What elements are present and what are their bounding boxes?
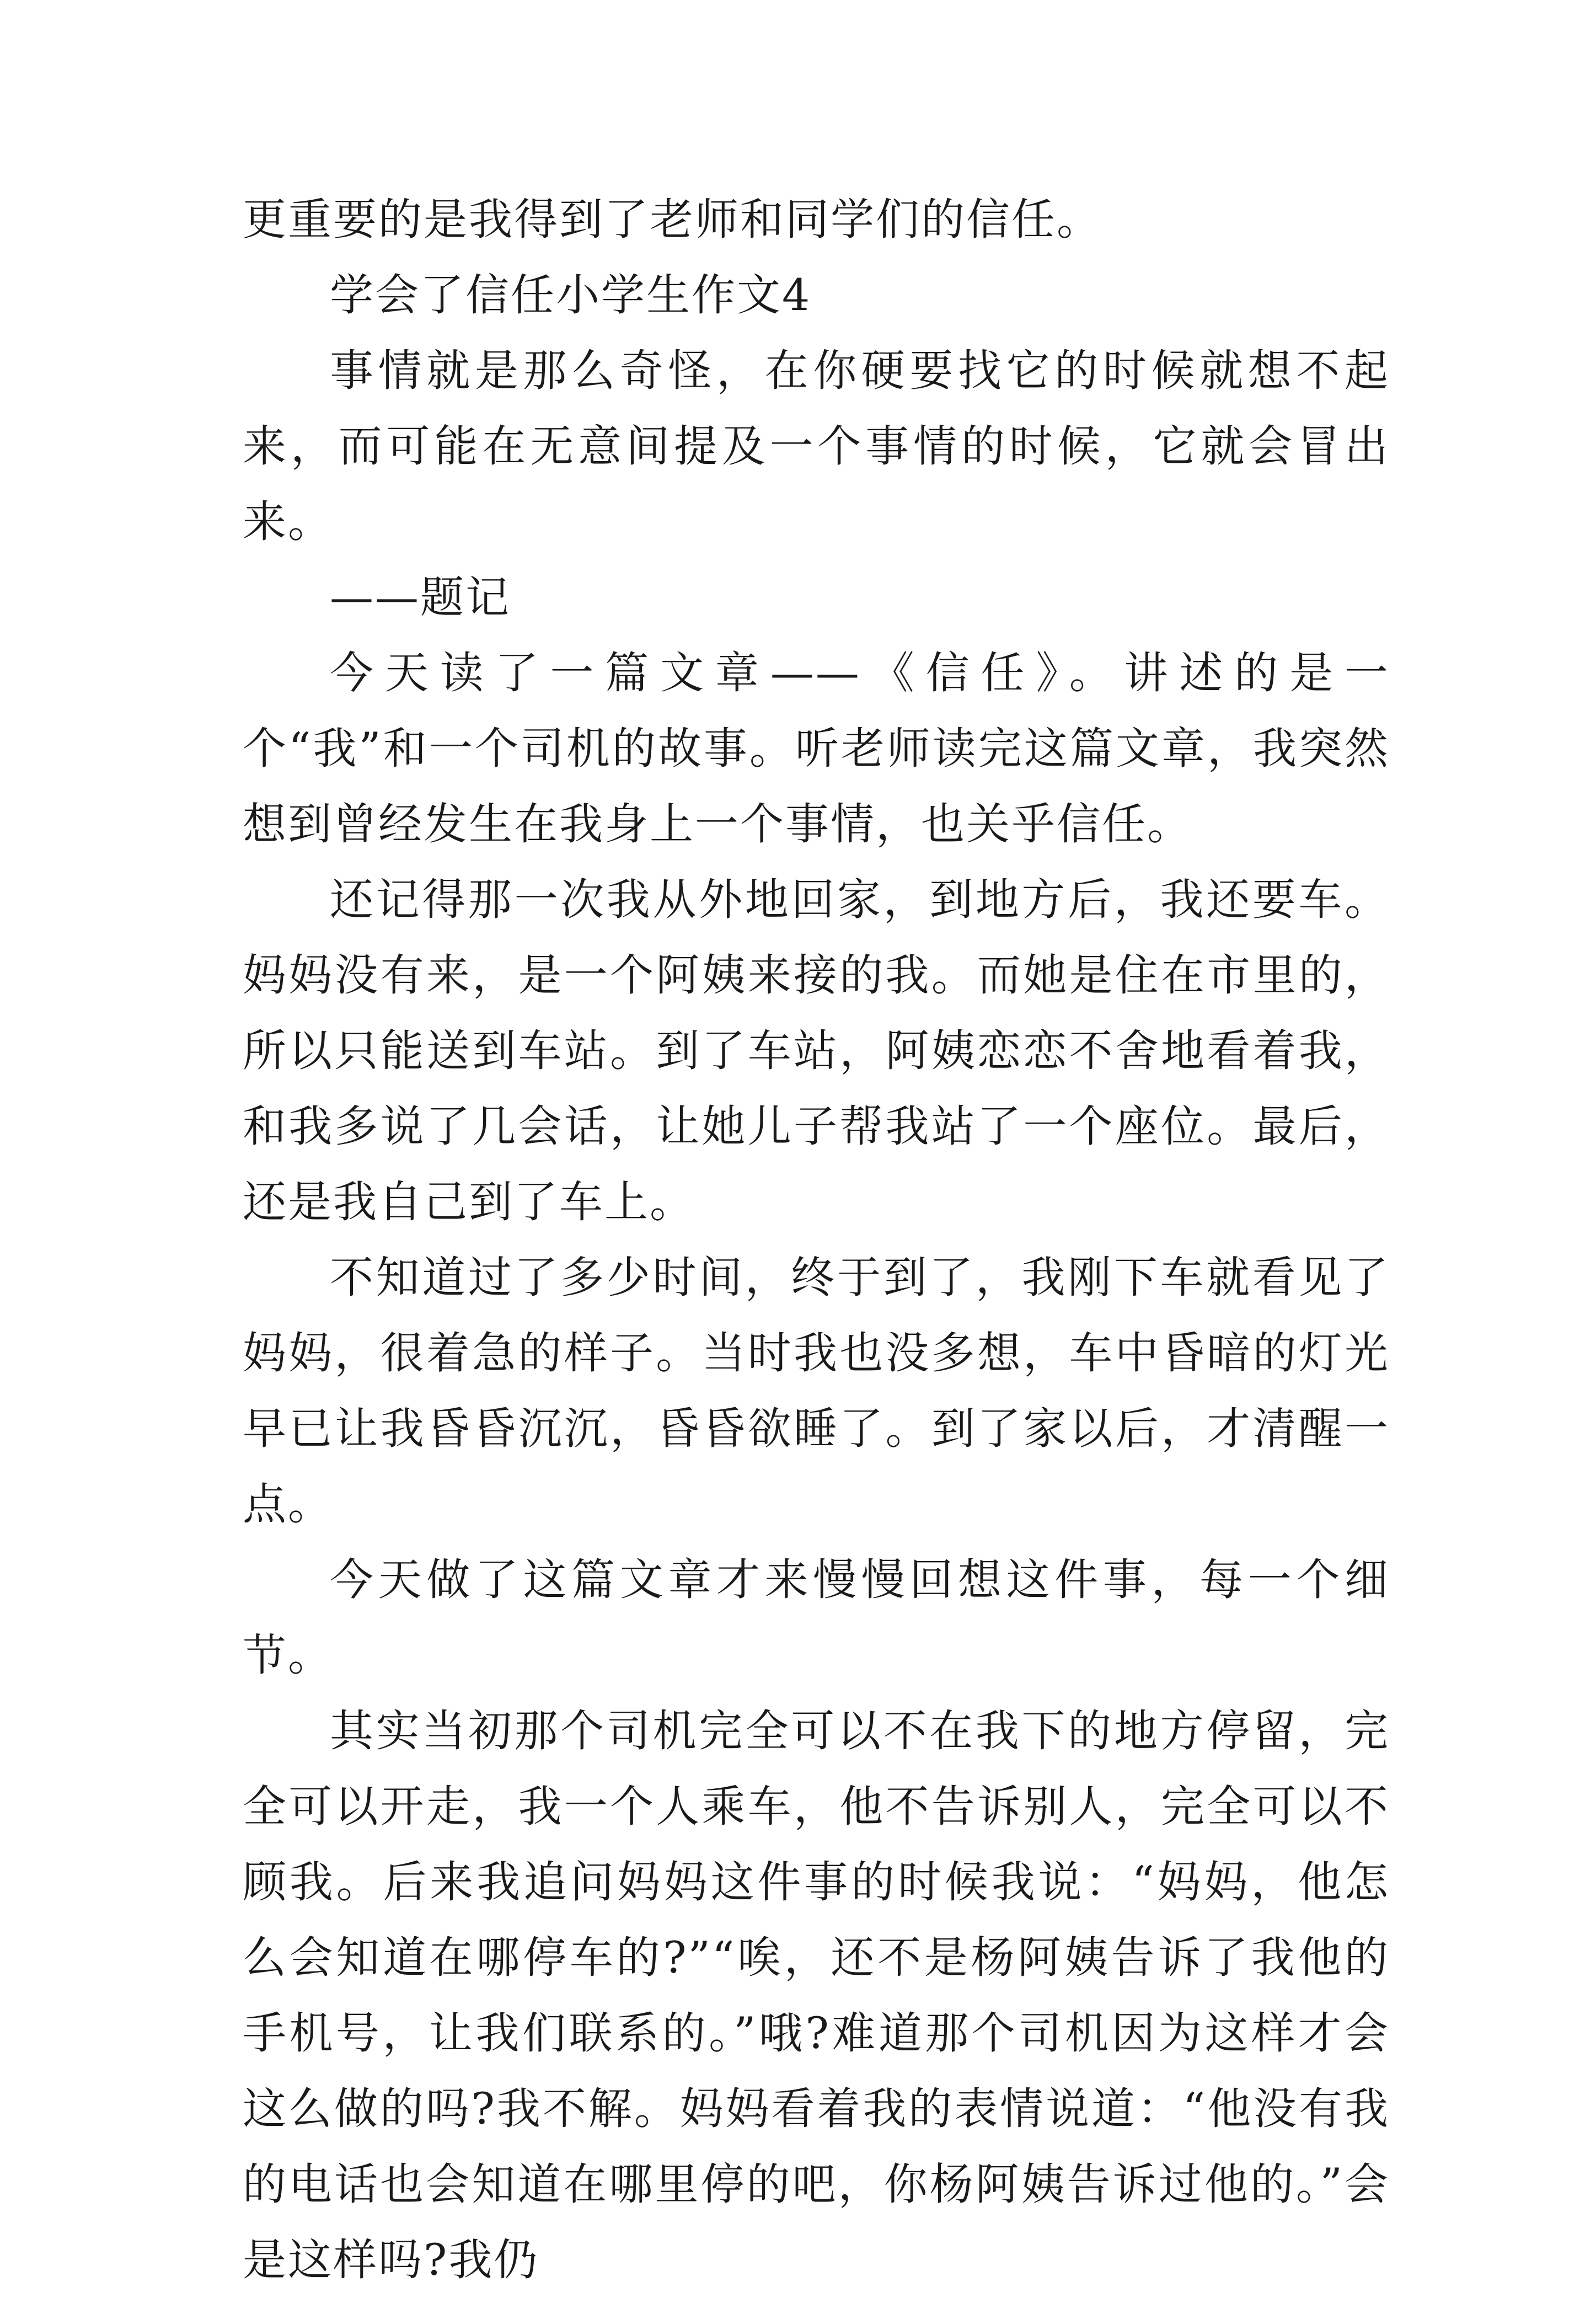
paragraph: 还记得那一次我从外地回家，到地方后，我还要车。妈妈没有来，是一个阿姨来接的我。而她是住在市里的，所以只能送到车站。到了车站，阿姨恋恋不舍地看着我，和我多说了几会话，让她儿子帮我站了一个座位。最后，还是我自己到了车上。 bbox=[243, 874, 1390, 1227]
paragraph-continuation: 更重要的是我得到了老师和同学们的信任。 bbox=[243, 194, 1102, 245]
paragraph: 今天做了这篇文章才来慢慢回想这件事，每一个细节。 bbox=[243, 1554, 1390, 1681]
epigraph: 事情就是那么奇怪，在你硬要找它的时候就想不起来，而可能在无意间提及一个事情的时候，它就会冒出来。 bbox=[243, 345, 1390, 547]
paragraph: 其实当初那个司机完全可以不在我下的地方停留，完全可以开走，我一个人乘车，他不告诉别人，完全可以不顾我。后来我追问妈妈这件事的时候我说：“妈妈，他怎么会知道在哪停车的?”“唉，还不是杨阿姨告诉了我他的手机号，让我们联系的。”哦?难道那个司机因为这样才会这么做的吗?我不解。妈妈看着我的表情说道：“他没有我的电话也会知道在哪里停的吧，你杨阿姨告诉过他的。”会是这样吗?我仍 bbox=[243, 1706, 1390, 2285]
document-page bbox=[243, 182, 1390, 2298]
paragraph: 不知道过了多少时间，终于到了，我刚下车就看见了妈妈，很着急的样子。当时我也没多想，车中昏暗的灯光早已让我昏昏沉沉，昏昏欲睡了。到了家以后，才清醒一点。 bbox=[243, 1252, 1390, 1530]
essay-title: 学会了信任小学生作文4 bbox=[330, 270, 812, 320]
epigraph-attribution: ——题记 bbox=[330, 572, 511, 623]
paragraph: 今天读了一篇文章——《信任》。讲述的是一个“我”和一个司机的故事。听老师读完这篇文章，我突然想到曾经发生在我身上一个事情，也关乎信任。 bbox=[243, 648, 1390, 849]
